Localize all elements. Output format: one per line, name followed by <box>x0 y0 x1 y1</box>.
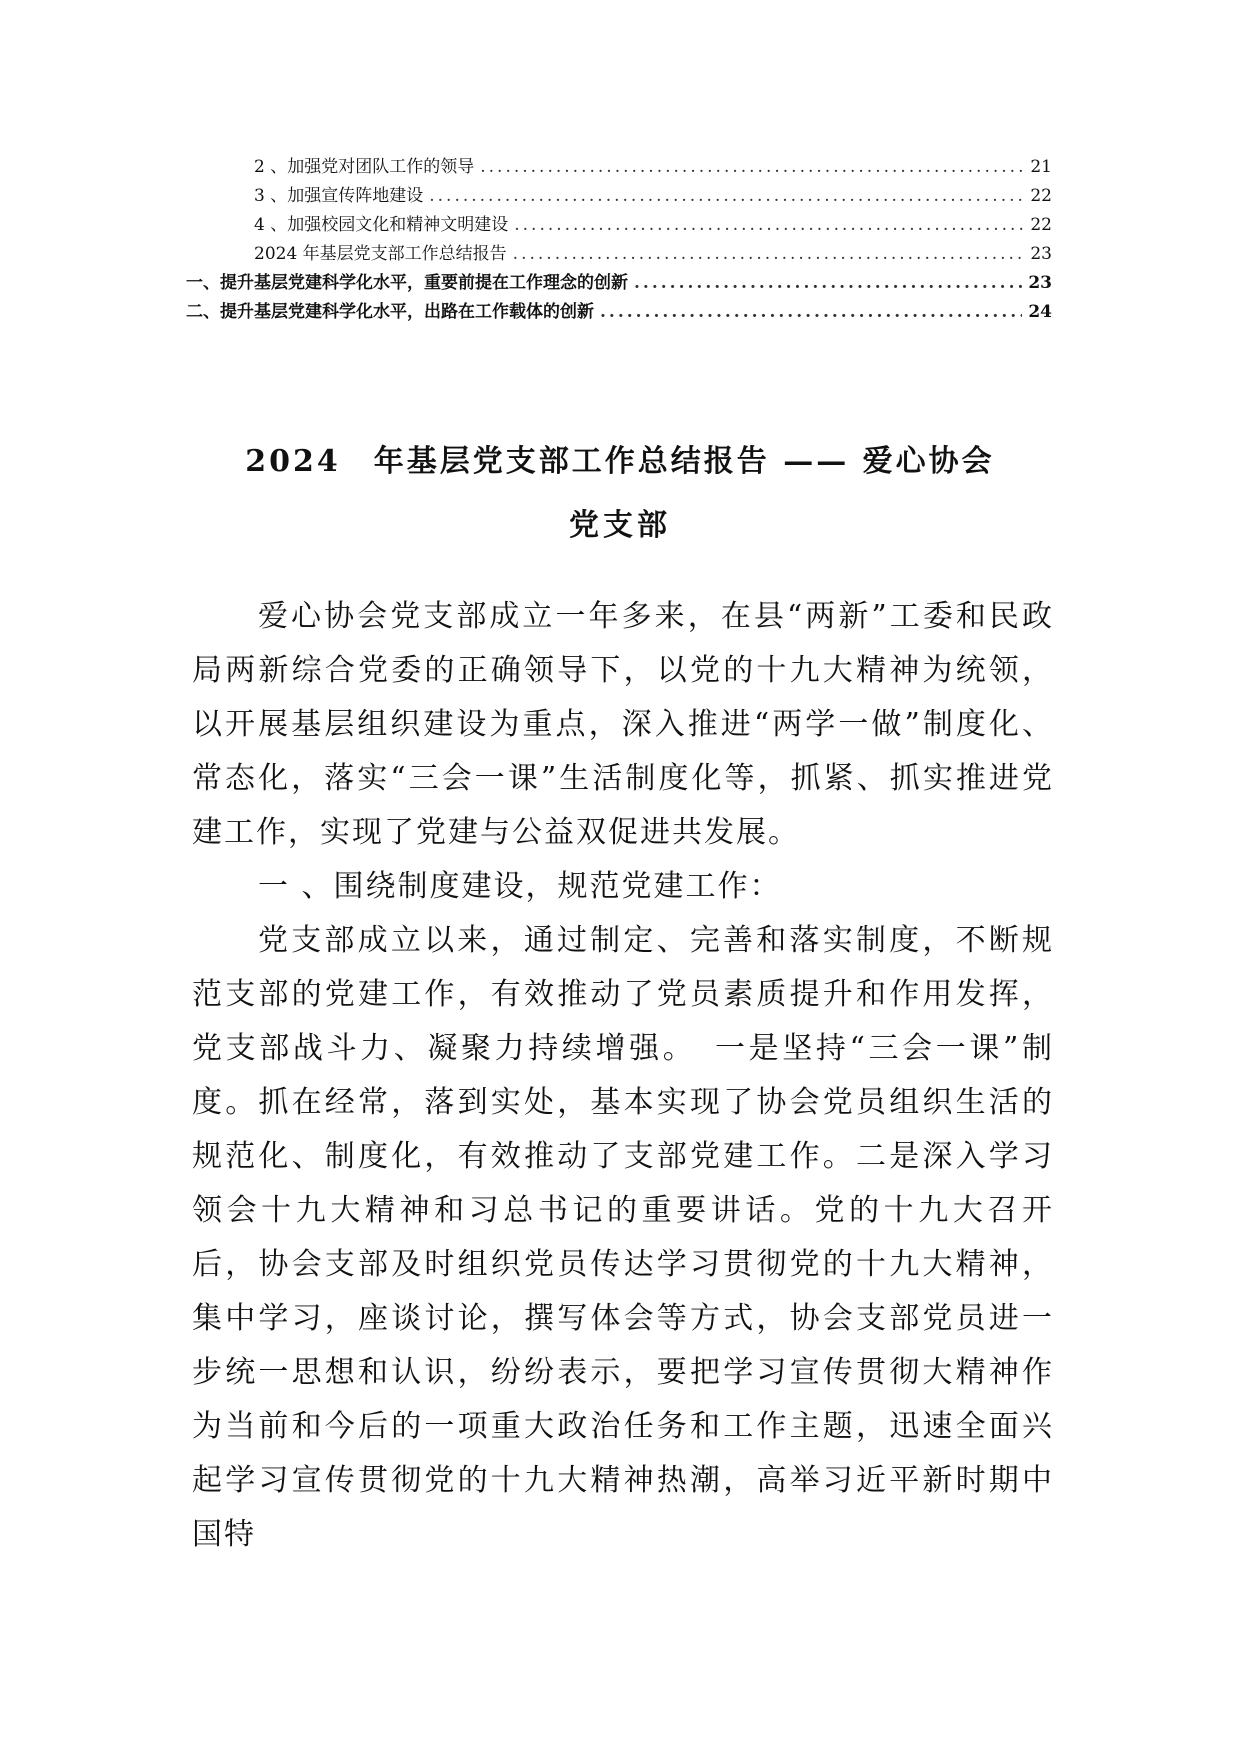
toc-dot-leader <box>429 186 1024 206</box>
toc-entry-page: 21 <box>1030 157 1052 177</box>
toc-dot-leader <box>513 244 1025 264</box>
toc-entry-title: 二、提升基层党建科学化水平，出路在工作载体的创新 <box>186 302 594 322</box>
table-of-contents <box>186 152 1052 326</box>
toc-dot-leader <box>634 273 1022 293</box>
toc-entry[interactable] <box>186 297 1052 326</box>
document-title: 2024 年基层党支部工作总结报告 —— 爱心协会 <box>245 444 995 479</box>
toc-dot-leader <box>600 302 1022 322</box>
toc-entry-title: 一、提升基层党建科学化水平，重要前提在工作理念的创新 <box>186 273 628 293</box>
toc-dot-leader <box>480 157 1024 177</box>
toc-entry-title: 3 、加强宣传阵地建设 <box>254 186 424 206</box>
body-paragraph: 爱心协会党支部成立一年多来，在县“两新”工委和民政局两新综合党委的正确领导下，以党的十九大精神为统领，以开展基层组织建设为重点，深入推进“两学一做”制度化、常态化，落实“三会一课”生活制度化等，抓紧、抓实推进党建工作，实现了党建与公益双促进共发展。 <box>192 599 1054 850</box>
toc-entry-title: 2024 年基层党支部工作总结报告 <box>254 244 507 264</box>
section-heading: 一 、围绕制度建设，规范党建工作： <box>258 869 782 904</box>
body-paragraph: 党支部成立以来，通过制定、完善和落实制度，不断规范支部的党建工作，有效推动了党员素质提升和作用发挥，党支部战斗力、凝聚力持续增强。 一是坚持“三会一课”制度。抓在经常，落到实处，基本实现了协会党员组织生活的规范化、制度化，有效推动了支部党建工作。二是深入学习领会十九大精神和习总书记的重要讲话。党的十九大召开后，协会支部及时组织党员传达学习贯彻党的十九大精神，集中学习，座谈讨论，撰写体会等方式，协会支部党员进一步统一思想和认识，纷纷表示，要把学习宣传贯彻大精神作为当前和今后的一项重大政治任务和工作主题，迅速全面兴起学习宣传贯彻党的十九大精神热潮，高举习近平新时期中国特 <box>192 923 1054 1552</box>
toc-entry[interactable] <box>186 268 1052 297</box>
toc-entry-page: 23 <box>1028 273 1052 293</box>
toc-entry-page: 22 <box>1030 186 1052 206</box>
toc-entry-page: 22 <box>1030 215 1052 235</box>
toc-entry-title: 2 、加强党对团队工作的领导 <box>254 157 475 177</box>
toc-entry-title: 4 、加强校园文化和精神文明建设 <box>254 215 509 235</box>
document-body <box>192 590 1054 1562</box>
toc-entry[interactable] <box>186 152 1052 181</box>
document-title-continued: 党支部 <box>569 508 671 543</box>
toc-entry[interactable] <box>186 239 1052 268</box>
toc-entry[interactable] <box>186 181 1052 210</box>
toc-dot-leader <box>514 215 1024 235</box>
toc-entry-page: 23 <box>1030 244 1052 264</box>
toc-entry[interactable] <box>186 210 1052 239</box>
toc-entry-page: 24 <box>1028 302 1052 322</box>
